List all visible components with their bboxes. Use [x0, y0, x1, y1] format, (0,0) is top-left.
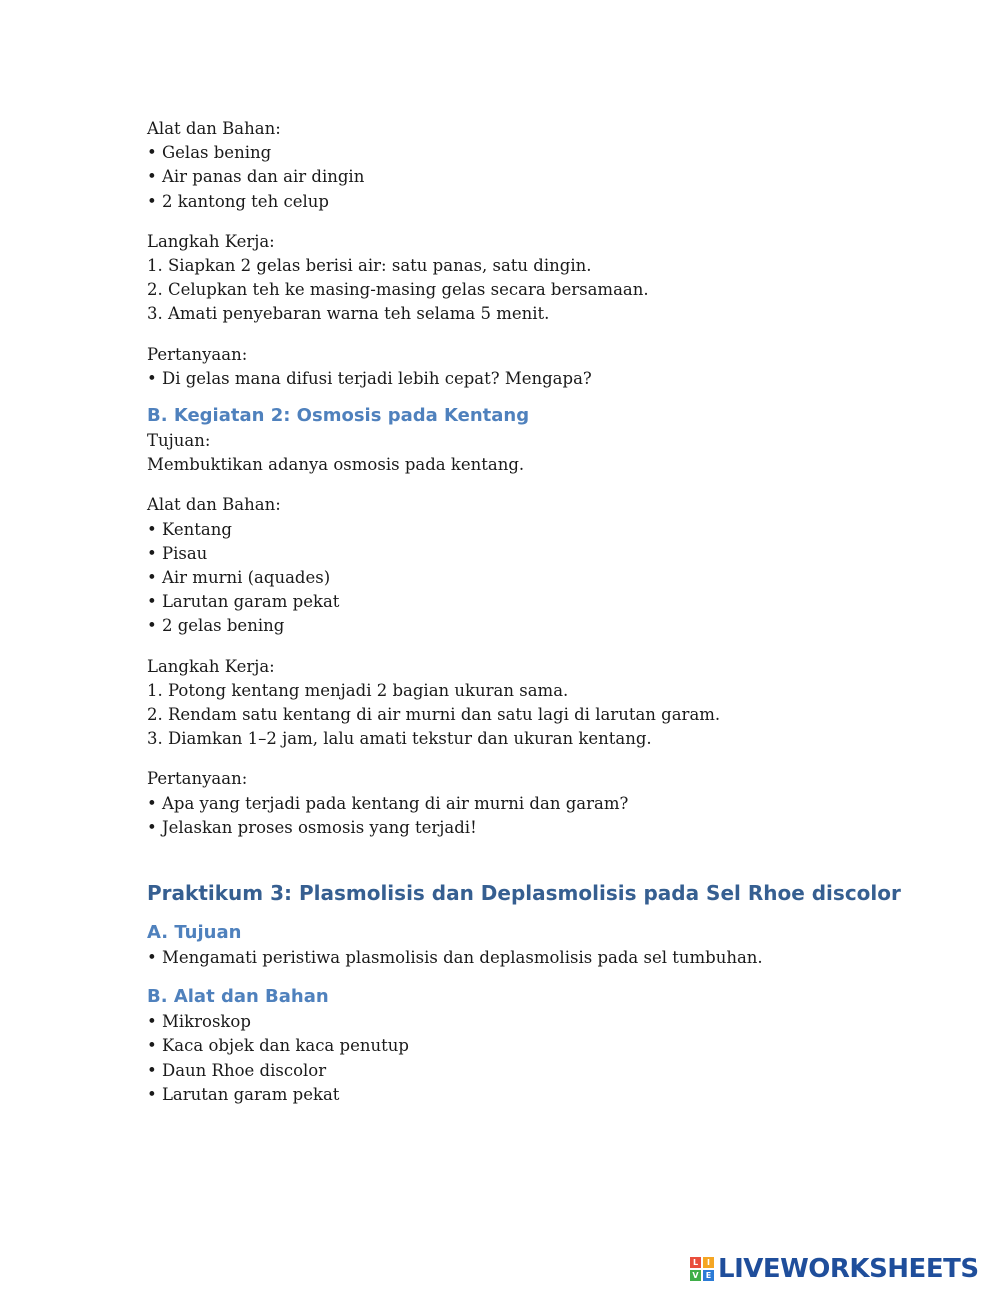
- list-item: • Larutan garam pekat: [147, 592, 340, 612]
- step-item: 1. Siapkan 2 gelas berisi air: satu panas, satu dingin.: [147, 256, 592, 276]
- logo-text: LIVEWORKSHEETS: [718, 1254, 979, 1284]
- logo-mark-e: E: [703, 1270, 714, 1281]
- step-item: 1. Potong kentang menjadi 2 bagian ukuran sama.: [147, 680, 569, 700]
- steps-label: Langkah Kerja:: [147, 656, 275, 676]
- tujuan-heading: A. Tujuan: [147, 922, 242, 944]
- logo-mark-l: L: [690, 1257, 701, 1268]
- list-item: • Gelas bening: [147, 143, 272, 163]
- steps-label: Langkah Kerja:: [147, 231, 275, 251]
- logo-mark-v: V: [690, 1270, 701, 1281]
- goal-text: Membuktikan adanya osmosis pada kentang.: [147, 455, 525, 475]
- list-item: • Daun Rhoe discolor: [147, 1060, 327, 1080]
- logo-mark-icon: [690, 1257, 714, 1281]
- list-item: • 2 gelas bening: [147, 616, 285, 636]
- list-item: • Kentang: [147, 519, 232, 539]
- step-item: 3. Amati penyebaran warna teh selama 5 menit.: [147, 304, 550, 324]
- questions-label: Pertanyaan:: [147, 769, 248, 789]
- question-item: • Jelaskan proses osmosis yang terjadi!: [147, 817, 477, 837]
- list-item: • 2 kantong teh celup: [147, 191, 329, 211]
- alat-bahan-heading: B. Alat dan Bahan: [147, 986, 329, 1008]
- list-item: • Pisau: [147, 543, 208, 563]
- step-item: 2. Celupkan teh ke masing-masing gelas secara bersamaan.: [147, 280, 649, 300]
- liveworksheets-logo: [690, 1254, 979, 1284]
- list-item: • Kaca objek dan kaca penutup: [147, 1036, 409, 1056]
- logo-mark-i: I: [703, 1257, 714, 1268]
- list-item: • Larutan garam pekat: [147, 1084, 340, 1104]
- question-item: • Apa yang terjadi pada kentang di air murni dan garam?: [147, 793, 629, 813]
- materials-label: Alat dan Bahan:: [147, 495, 281, 515]
- praktikum3-title: Praktikum 3: Plasmolisis dan Deplasmolisis pada Sel Rhoe discolor: [147, 881, 901, 906]
- question-item: • Di gelas mana difusi terjadi lebih cepat? Mengapa?: [147, 368, 592, 388]
- list-item: • Mikroskop: [147, 1012, 251, 1032]
- step-item: 3. Diamkan 1–2 jam, lalu amati tekstur dan ukuran kentang.: [147, 729, 652, 749]
- step-item: 2. Rendam satu kentang di air murni dan satu lagi di larutan garam.: [147, 705, 721, 725]
- materials-label: Alat dan Bahan:: [147, 119, 281, 138]
- list-item: • Air panas dan air dingin: [147, 167, 365, 187]
- document-page: [147, 117, 907, 1107]
- list-item: • Air murni (aquades): [147, 568, 331, 588]
- kegiatan2-heading: B. Kegiatan 2: Osmosis pada Kentang: [147, 405, 530, 427]
- questions-label: Pertanyaan:: [147, 344, 248, 364]
- goal-label: Tujuan:: [147, 431, 211, 451]
- list-item: • Mengamati peristiwa plasmolisis dan deplasmolisis pada sel tumbuhan.: [147, 948, 763, 968]
